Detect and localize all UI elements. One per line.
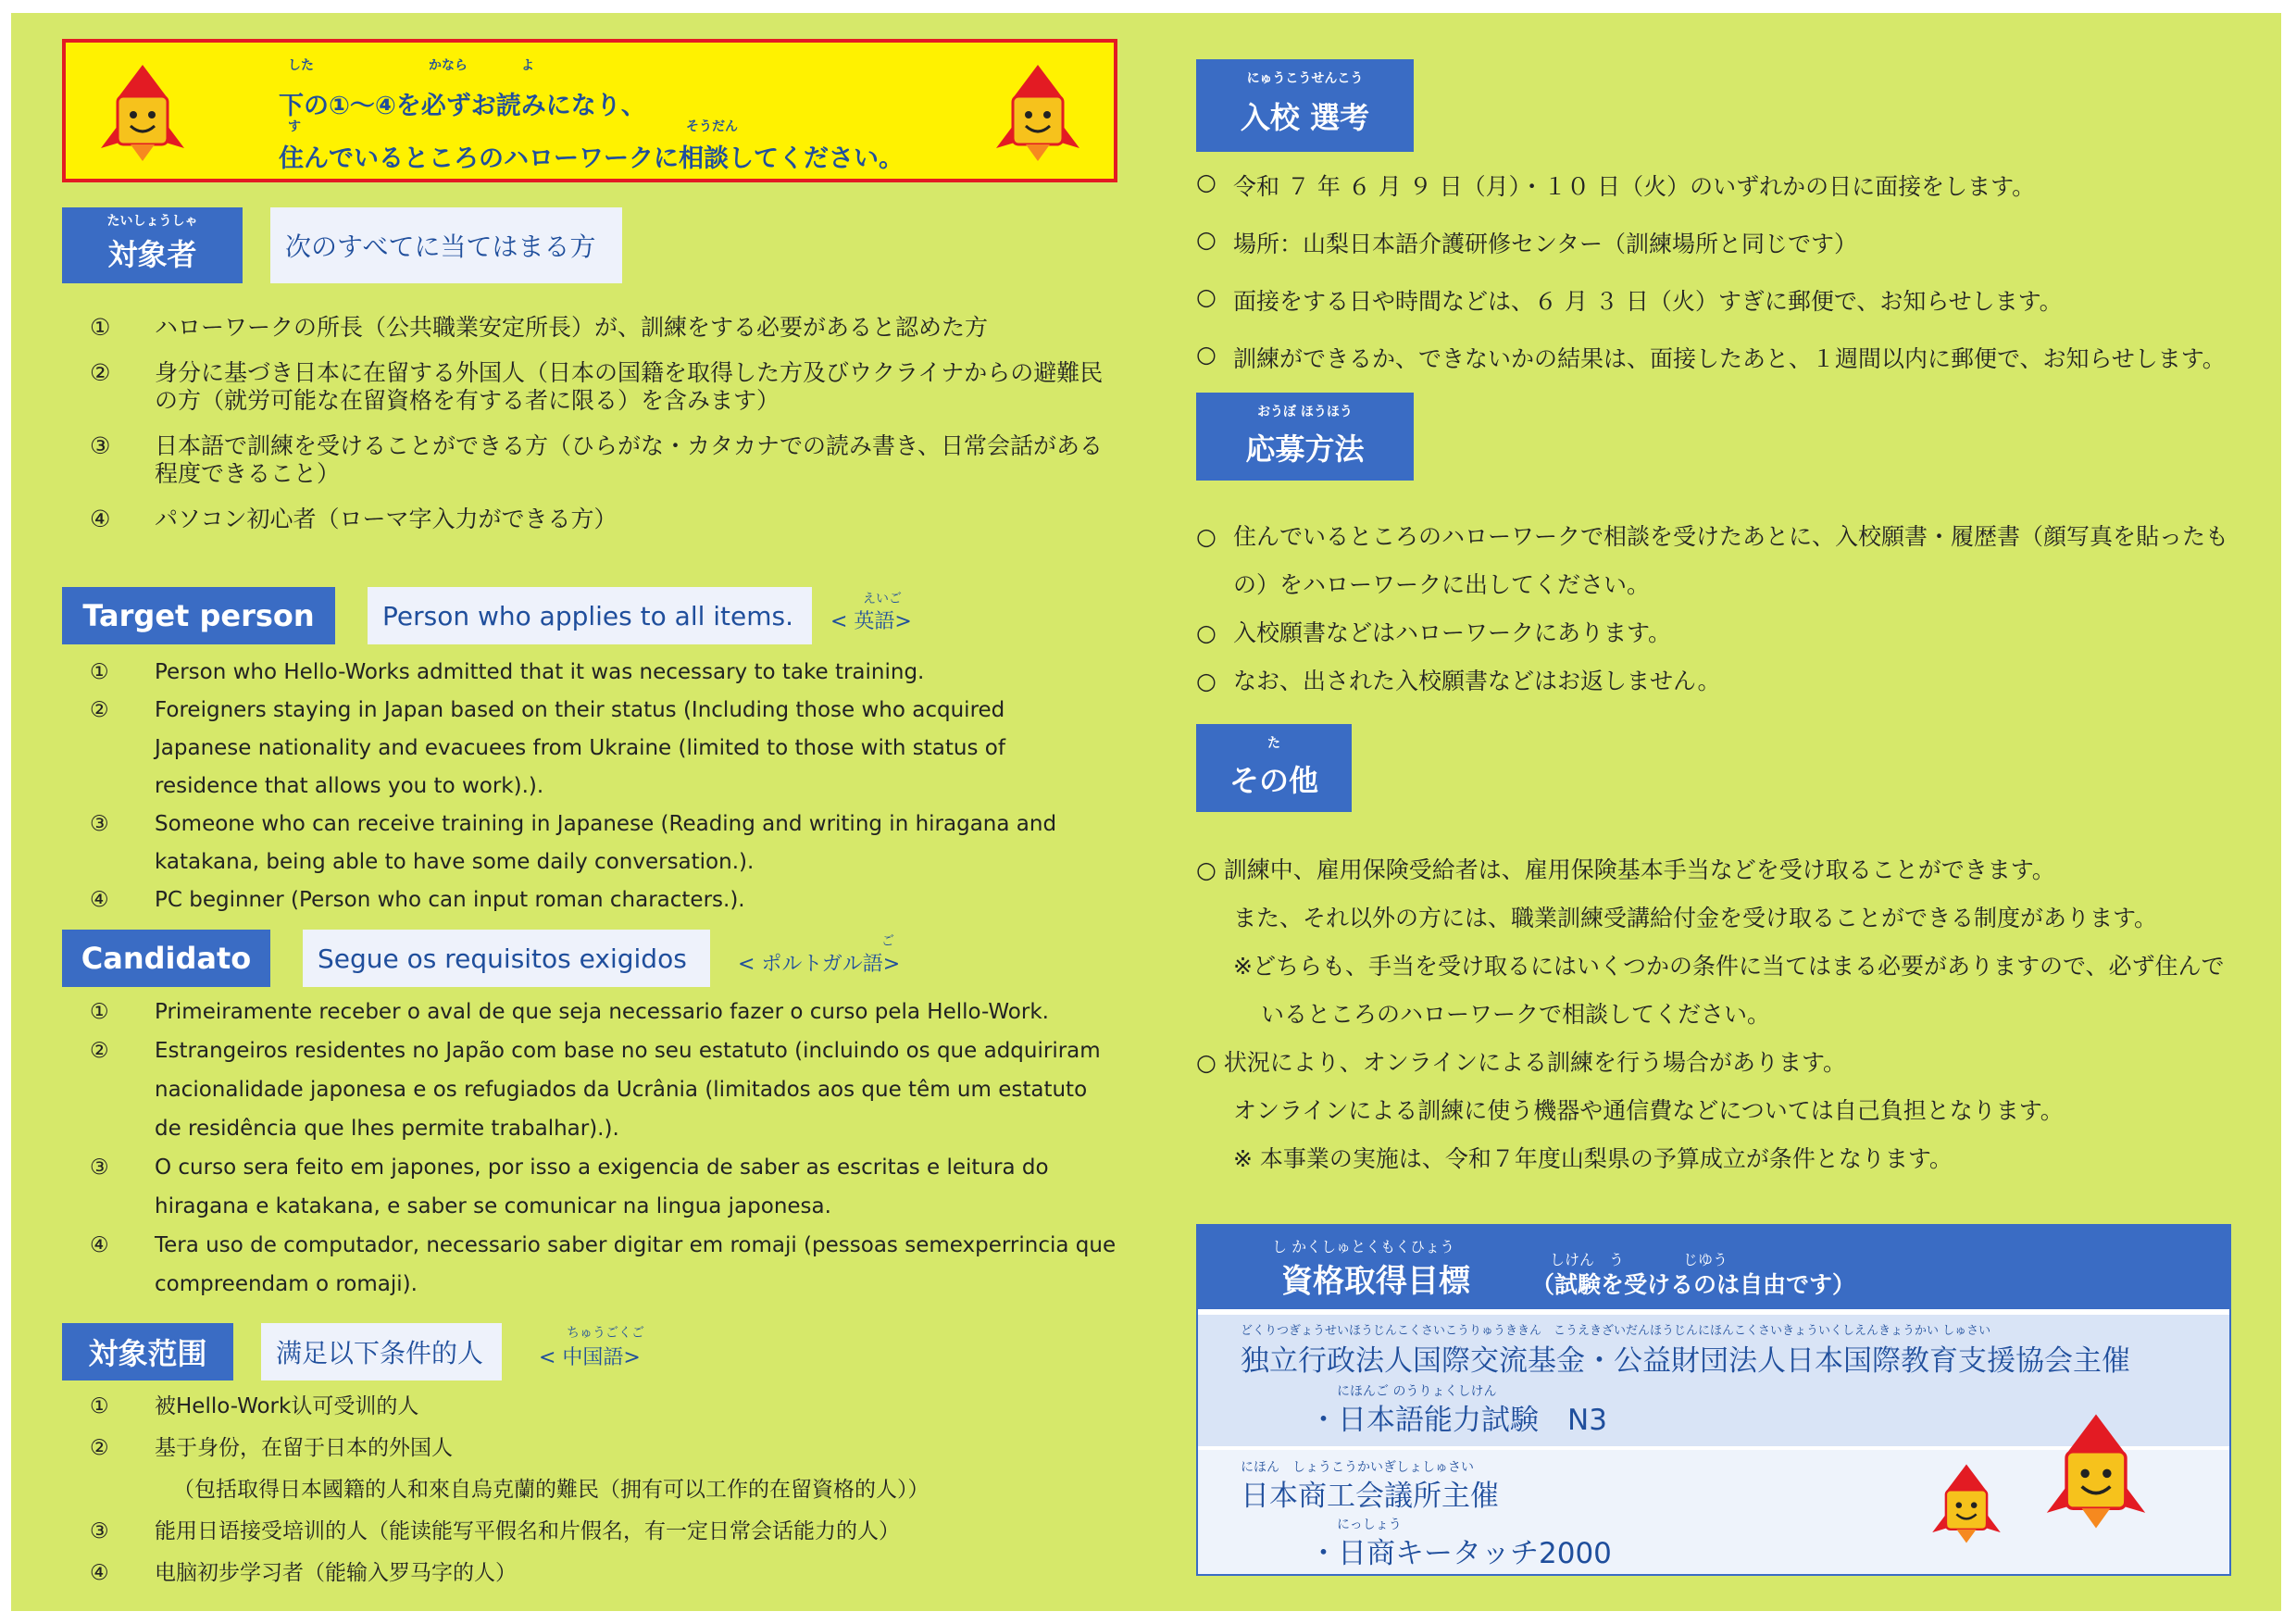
exam2: ・日商キータッチ2000 <box>1309 1537 1612 1570</box>
notice-banner <box>62 39 1117 182</box>
ruby-kanarazu: かなら <box>429 58 468 73</box>
goals-note-ruby: しけん う じゆう <box>1550 1251 1728 1268</box>
rocket-mascot-icon <box>1925 1457 2008 1550</box>
other-text <box>1196 846 2233 1183</box>
target-cn-list <box>62 1386 1117 1594</box>
goals-heading-ruby: し かくしゅとくもくひょう <box>1272 1238 1455 1255</box>
list-item: ① Primeiramente receber o aval de que seja necessario fazer o curso pela Hello-Work. <box>90 1000 1049 1024</box>
list-item: ○ 場所：山梨日本語介護研修センター（訓練場所と同じです） <box>1196 226 1858 257</box>
list-item: ④ Tera uso de computador, necessario saber digitar em romaji (pessoas semexperrincia que compreendam o romaji). <box>90 1233 1117 1296</box>
lang-tag-en: < 英語> <box>830 610 912 633</box>
ruby-yo: よ <box>521 58 534 73</box>
org1: 独立行政法人国際交流基金・公益財団法人日本国際教育支援協会主催 <box>1241 1344 2130 1378</box>
flyer-sheet <box>11 13 2281 1611</box>
target-jp-heading-ruby: たいしょうしゃ <box>106 214 198 229</box>
org1-ruby: どくりつぎょうせいほうじんこくさいこうりゅうききん こうえきざいだんほうじんにほんこくさいきょういくしえんきょうかい しゅさい <box>1241 1324 1991 1338</box>
lang-tag-cn: < 中国語> <box>539 1346 641 1369</box>
list-item: ② Foreigners staying in Japan based on their status (Including those who acquired Japanese nationality and evacuees from Ukraine (limited to those with status of residence that allows you to work).). <box>90 698 1005 798</box>
org2: 日本商工会議所主催 <box>1241 1480 1499 1513</box>
goals-heading: 資格取得目標 <box>1281 1263 1470 1300</box>
list-item: ① 被Hello-Work认可受训的人 <box>90 1394 419 1418</box>
target-en-subtitle: Person who applies to all items. <box>368 587 812 644</box>
notice-line-1: 下の①～④を必ずお読みになり、 <box>279 92 646 120</box>
target-jp-subtitle: 次のすべてに当てはまる方 <box>270 207 622 283</box>
list-item: ③ 能用日语接受培训的人（能读能写平假名和片假名，有一定日常会话能力的人） <box>90 1519 900 1543</box>
list-item: ① Person who Hello-Works admitted that it was necessary to take training. <box>90 660 925 684</box>
target-jp-list <box>62 314 1117 551</box>
list-item: ④ パソコン初心者（ローマ字入力ができる方） <box>90 506 618 532</box>
target-pt-subtitle: Segue os requisitos exigidos <box>303 930 710 987</box>
list-item: ○ 入校願書などはハローワークにあります。 <box>1196 619 1672 646</box>
target-pt-list <box>62 993 1117 1304</box>
ruby-shita: した <box>288 58 314 73</box>
selection-heading-ruby: にゅうこうせんこう <box>1246 71 1364 86</box>
list-item: ③ 日本語で訓練を受けることができる方（ひらがな・カタカナでの読み書き、日常会話がある程度できること） <box>90 432 1104 487</box>
lang-ruby-pt: ご <box>881 934 894 949</box>
list-item: ② 基于身份，在留于日本的外国人 <box>90 1436 453 1460</box>
list-item: ③ Someone who can receive training in Japanese (Reading and writing in hiragana and katakana, being able to have some daily conversation.). <box>90 812 1057 874</box>
target-jp-heading <box>62 207 243 283</box>
target-en-heading: Target person <box>62 587 335 644</box>
notice-line-2: 住んでいるところのハローワークに相談してください。 <box>279 144 904 173</box>
list-item: ② 身分に基づき日本に在留する外国人（日本の国籍を取得した方及びウクライナからの避難民の方（就労可能な在留資格を有する者に限る）を含みます） <box>90 359 1104 414</box>
list-item: ④ 电脑初步学习者（能输入罗马字的人） <box>90 1561 517 1585</box>
lang-ruby-cn: ちゅうごくご <box>567 1326 644 1341</box>
other-p6: オンラインによる訓練に使う機器や通信費などについては自己負担となります。 <box>1233 1097 2064 1124</box>
goals-note: （試験を受けるのは自由です） <box>1531 1271 1856 1298</box>
other-heading-text: その他 <box>1229 762 1318 798</box>
target-en-list <box>62 654 1090 919</box>
list-item: ○ 面接をする日や時間などは、６ 月 ３ 日（火）すぎに郵便で、お知らせします。 <box>1196 283 2063 315</box>
goals-header <box>1198 1226 2229 1309</box>
other-p3: ※どちらも、手当を受け取るにはいくつかの条件に当てはまる必要がありますので、必ず住んで <box>1233 953 2225 980</box>
exam2-ruby: にっしょう <box>1337 1518 1402 1532</box>
exam1-ruby: にほんご のうりょくしけん <box>1337 1384 1497 1399</box>
apply-heading <box>1196 393 1414 481</box>
qualification-goals-box <box>1196 1224 2231 1576</box>
other-p4: いるところのハローワークで相談してください。 <box>1261 1001 1771 1028</box>
list-item: ○ 訓練ができるか、できないかの結果は、面接したあと、１週間以内に郵便で、お知らせします。 <box>1196 341 2226 372</box>
list-item: ④ PC beginner (Person who can input roman characters.). <box>90 888 745 912</box>
list-item: ○ 令和 ７ 年 ６ 月 ９ 日（月）・１０ 日（火）のいずれかの日に面接をします。 <box>1196 169 2036 200</box>
target-pt-heading: Candidato <box>62 930 270 987</box>
ruby-su: す <box>288 119 301 134</box>
target-jp-heading-text: 対象者 <box>107 237 197 272</box>
list-item: （包括取得日本國籍的人和來自烏克蘭的難民（拥有可以工作的在留資格的人）） <box>173 1478 930 1502</box>
apply-heading-text: 応募方法 <box>1245 431 1365 467</box>
rocket-mascot-icon <box>92 61 193 165</box>
list-item: ③ O curso sera feito em japones, por isso a exigencia de saber as escritas e leitura do hiragana e katakana, e saber se comunicar na lingua japonesa. <box>90 1156 1049 1218</box>
ruby-soudan: そうだん <box>686 119 738 134</box>
selection-heading-text: 入校 選考 <box>1240 100 1370 135</box>
list-item: ② Estrangeiros residentes no Japão com base no seu estatuto (incluindo os que adquiriram nacionalidade japonesa e os refugiados da Ucrânia (limitados aos que têm um estatuto de residência que lhes permite trabalhar).). <box>90 1039 1101 1141</box>
lang-ruby-en: えいご <box>863 592 902 606</box>
lang-tag-pt: < ポルトガル語> <box>738 953 901 976</box>
org2-ruby: にほん しょうこうかいぎしょしゅさい <box>1241 1460 1474 1475</box>
list-item: ① ハローワークの所長（公共職業安定所長）が、訓練をする必要があると認めた方 <box>90 314 989 341</box>
other-heading <box>1196 724 1352 812</box>
target-cn-heading: 対象范围 <box>62 1323 233 1380</box>
target-cn-subtitle: 满足以下条件的人 <box>261 1323 502 1380</box>
list-item: ○ 住んでいるところのハローワークで相談を受けたあとに、入校願書・履歴書（顔写真を貼ったもの）をハローワークに出してください。 <box>1196 523 2229 598</box>
other-p2: また、それ以外の方には、職業訓練受講給付金を受け取ることができる制度があります。 <box>1233 905 2158 931</box>
rocket-mascot-icon <box>987 61 1089 165</box>
other-p5: ○ 状況により、オンラインによる訓練を行う場合があります。 <box>1196 1049 1847 1076</box>
other-p1: ○ 訓練中、雇用保険受給者は、雇用保険基本手当などを受け取ることができます。 <box>1196 856 2055 883</box>
apply-heading-ruby: おうぼ ほうほう <box>1257 405 1353 419</box>
other-p7: ※ 本事業の実施は、令和７年度山梨県の予算成立が条件となります。 <box>1233 1145 1953 1172</box>
other-heading-ruby: た <box>1267 736 1280 751</box>
selection-heading <box>1196 59 1414 152</box>
selection-list <box>1196 169 2242 374</box>
rocket-mascot-icon <box>2036 1402 2156 1541</box>
list-item: ○ なお、出された入校願書などはお返しません。 <box>1196 668 1721 694</box>
apply-list <box>1196 513 2233 706</box>
exam1: ・日本語能力試験 N3 <box>1309 1404 1607 1437</box>
